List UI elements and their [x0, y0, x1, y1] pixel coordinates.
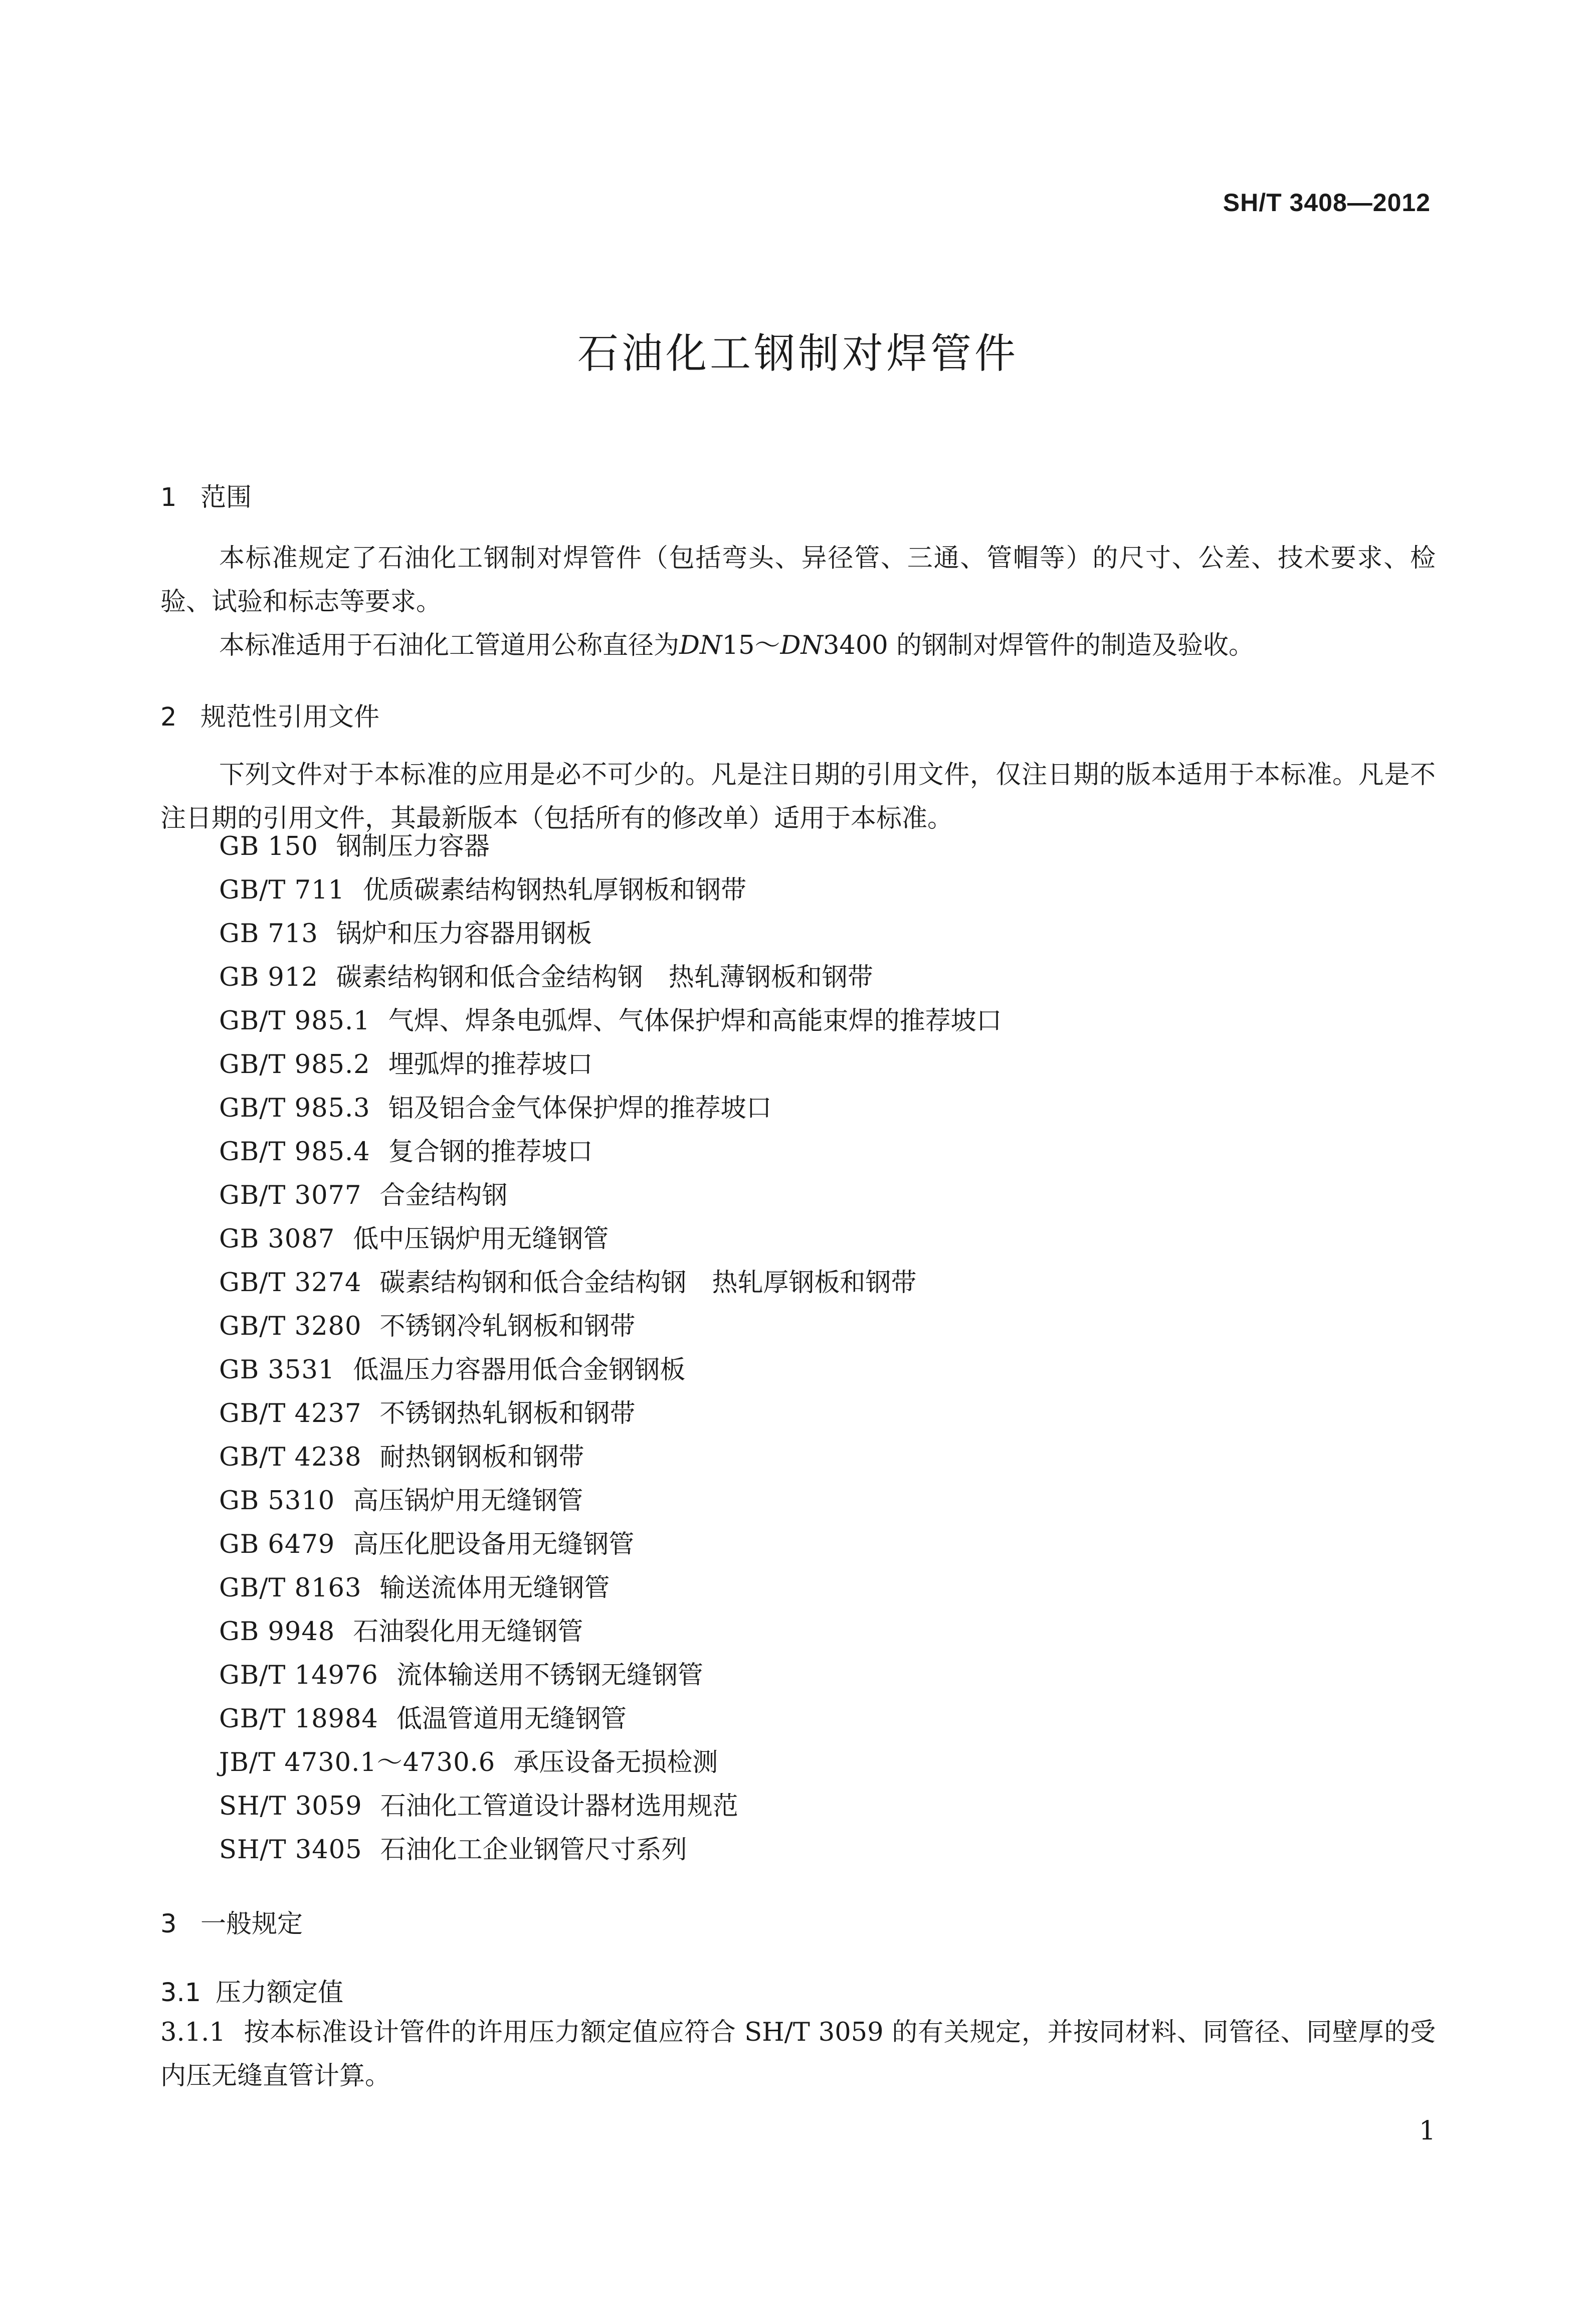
reference-code: GB/T 4237 — [219, 1399, 362, 1429]
reference-item — [219, 956, 1002, 999]
reference-code: GB/T 3280 — [219, 1312, 362, 1341]
reference-name: 流体输送用不锈钢无缝钢管 — [396, 1661, 703, 1690]
reference-code: GB/T 3077 — [219, 1181, 362, 1210]
subclause-3-1-heading — [160, 1972, 343, 2009]
reference-code: GB 713 — [219, 919, 318, 949]
reference-code: SH/T 3405 — [219, 1835, 362, 1865]
reference-name: 石油化工企业钢管尺寸系列 — [380, 1835, 687, 1865]
reference-code: GB 5310 — [219, 1486, 335, 1516]
reference-code: GB 150 — [219, 832, 318, 861]
reference-item — [219, 1697, 1002, 1741]
section-3-title: 一般规定 — [201, 1909, 303, 1939]
reference-name: 合金结构钢 — [379, 1181, 508, 1210]
scope-text-a: 本标准适用于石油化工管道用公称直径为 — [219, 631, 680, 660]
reference-code: JB/T 4730.1～4730.6 — [219, 1748, 496, 1777]
reference-code: GB/T 14976 — [219, 1661, 378, 1690]
reference-name: 承压设备无损检测 — [513, 1748, 718, 1777]
reference-name: 锅炉和压力容器用钢板 — [336, 919, 592, 949]
reference-name: 气焊、焊条电弧焊、气体保护焊和高能束焊的推荐坡口 — [388, 1006, 1002, 1036]
reference-item — [219, 1610, 1002, 1654]
reference-item — [219, 1784, 1002, 1828]
subclause-3-1-1-text: 按本标准设计管件的许用压力额定值应符合 SH/T 3059 的有关规定，并按同材料、同管径、同壁厚的受内压无缝直管计算。 — [160, 2018, 1436, 2091]
reference-code: GB 6479 — [219, 1530, 335, 1559]
reference-code: GB/T 985.3 — [219, 1094, 370, 1123]
reference-item — [219, 1741, 1002, 1784]
reference-item — [219, 1217, 1002, 1261]
reference-code: GB/T 711 — [219, 875, 345, 905]
reference-item — [219, 868, 1002, 912]
reference-name: 耐热钢钢板和钢带 — [379, 1443, 584, 1472]
scope-text-c: 3400 的钢制对焊管件的制造及验收。 — [823, 631, 1254, 660]
reference-code: GB/T 18984 — [219, 1704, 378, 1734]
section-2-intro: 下列文件对于本标准的应用是必不可少的。凡是注日期的引用文件，仅注日期的版本适用于本标准。凡是不注日期的引用文件，其最新版本（包括所有的修改单）适用于本标准。 — [160, 760, 1436, 833]
reference-item — [219, 1087, 1002, 1130]
reference-name: 铝及铝合金气体保护焊的推荐坡口 — [388, 1094, 772, 1123]
reference-code: GB/T 8163 — [219, 1573, 362, 1603]
reference-name: 低温管道用无缝钢管 — [396, 1704, 627, 1734]
subclause-3-1-1-number: 3.1.1 — [160, 2018, 226, 2047]
reference-code: GB 912 — [219, 963, 318, 992]
reference-item — [219, 912, 1002, 956]
reference-code: SH/T 3059 — [219, 1792, 362, 1821]
reference-code: GB 9948 — [219, 1617, 335, 1647]
reference-item — [219, 825, 1002, 868]
reference-code: GB 3087 — [219, 1224, 335, 1254]
standard-code: SH/T 3408—2012 — [1223, 189, 1431, 217]
page-number: 1 — [1419, 2116, 1436, 2146]
reference-item — [219, 999, 1002, 1043]
reference-code: GB/T 985.1 — [219, 1006, 370, 1036]
reference-item — [219, 1566, 1002, 1610]
section-3-number: 3 — [160, 1909, 177, 1939]
reference-item — [219, 1828, 1002, 1872]
reference-name: 不锈钢热轧钢板和钢带 — [379, 1399, 636, 1429]
subclause-3-1-1 — [160, 2011, 1436, 2098]
reference-item — [219, 1436, 1002, 1479]
reference-name: 石油裂化用无缝钢管 — [353, 1617, 583, 1647]
subclause-3-1-number: 3.1 — [160, 1978, 202, 2008]
reference-name: 输送流体用无缝钢管 — [379, 1573, 610, 1603]
document-title: 石油化工钢制对焊管件 — [577, 330, 1019, 378]
section-1-number: 1 — [160, 483, 177, 512]
reference-name: 高压化肥设备用无缝钢管 — [353, 1530, 635, 1559]
reference-code: GB/T 3274 — [219, 1268, 362, 1298]
reference-item — [219, 1348, 1002, 1392]
reference-name: 碳素结构钢和低合金结构钢 热轧薄钢板和钢带 — [336, 963, 873, 992]
section-2-title: 规范性引用文件 — [201, 702, 380, 732]
reference-name: 钢制压力容器 — [336, 832, 490, 861]
subclause-3-1-title: 压力额定值 — [216, 1978, 344, 2008]
section-1-paragraph-1: 本标准规定了石油化工钢制对焊管件（包括弯头、异径管、三通、管帽等）的尺寸、公差、技术要求、检验、试验和标志等要求。 — [160, 544, 1436, 617]
reference-code: GB/T 985.2 — [219, 1050, 370, 1080]
reference-name: 石油化工管道设计器材选用规范 — [380, 1792, 738, 1821]
section-2-heading — [160, 696, 379, 733]
reference-item — [219, 1523, 1002, 1566]
reference-item — [219, 1654, 1002, 1697]
scope-text-b: 15～ — [722, 631, 780, 660]
reference-item — [219, 1261, 1002, 1305]
section-1-heading — [160, 476, 252, 513]
reference-code: GB/T 4238 — [219, 1443, 362, 1472]
reference-item — [219, 1305, 1002, 1348]
reference-item — [219, 1130, 1002, 1174]
dn-symbol-1: DN — [679, 631, 722, 660]
dn-symbol-2: DN — [780, 631, 823, 660]
reference-code: GB/T 985.4 — [219, 1137, 370, 1167]
reference-item — [219, 1479, 1002, 1523]
reference-name: 高压锅炉用无缝钢管 — [353, 1486, 583, 1516]
reference-item — [219, 1043, 1002, 1087]
reference-item — [219, 1392, 1002, 1436]
reference-name: 碳素结构钢和低合金结构钢 热轧厚钢板和钢带 — [379, 1268, 917, 1298]
reference-name: 复合钢的推荐坡口 — [388, 1137, 593, 1167]
normative-references-list — [219, 825, 1002, 1872]
reference-item — [219, 1174, 1002, 1217]
reference-name: 优质碳素结构钢热轧厚钢板和钢带 — [362, 875, 746, 905]
reference-code: GB 3531 — [219, 1355, 335, 1385]
section-2-number: 2 — [160, 702, 177, 732]
reference-name: 低温压力容器用低合金钢钢板 — [353, 1355, 686, 1385]
reference-name: 埋弧焊的推荐坡口 — [388, 1050, 593, 1080]
section-1-title: 范围 — [201, 483, 252, 512]
reference-name: 低中压锅炉用无缝钢管 — [353, 1224, 609, 1254]
section-3-heading — [160, 1903, 303, 1940]
reference-name: 不锈钢冷轧钢板和钢带 — [379, 1312, 636, 1341]
section-1-paragraph-2 — [160, 624, 1436, 667]
